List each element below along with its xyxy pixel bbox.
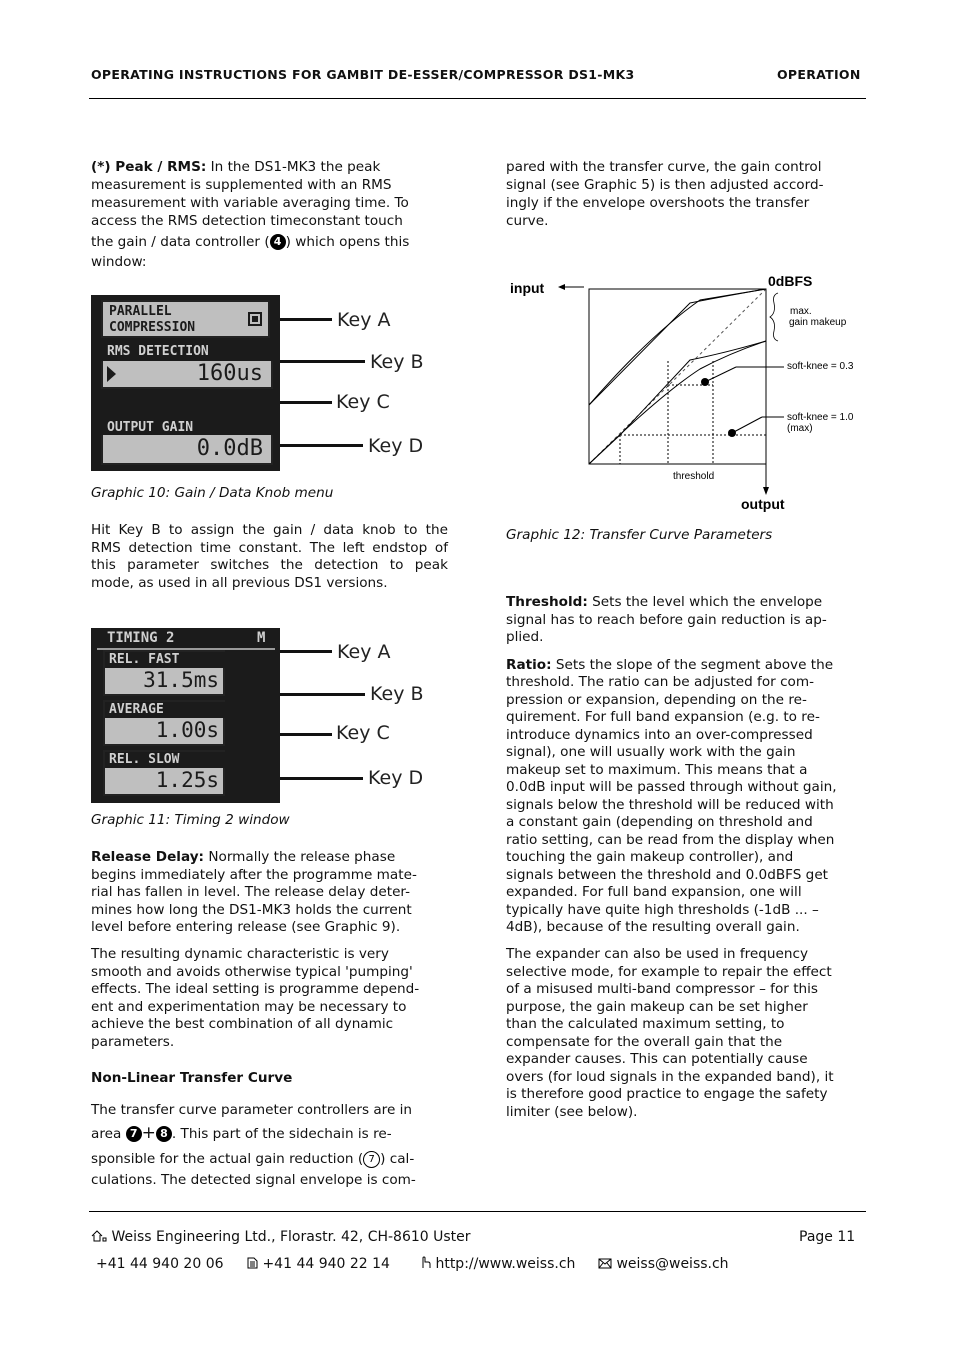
expander-line-3: of a misused multi-band compressor – for this bbox=[506, 981, 818, 997]
gain-makeup-label: gain makeup bbox=[789, 317, 847, 328]
release-line-4: mines how long the DS1-MK3 holds the current bbox=[91, 902, 412, 918]
output-gain-value-box bbox=[101, 435, 273, 465]
key-c-label: Key C bbox=[336, 391, 390, 413]
cont-line-2: signal (see Graphic 5) is then adjusted accord- bbox=[506, 177, 824, 193]
release-line-3: rial has fallen in level. The release delay deter- bbox=[91, 884, 411, 900]
rel-slow-value: 1.25s bbox=[155, 768, 219, 792]
input-label: input bbox=[510, 280, 545, 296]
release-line-2: begins immediately after the programme mate- bbox=[91, 867, 417, 883]
expander-line-4: purpose, the gain makeup can be set higher bbox=[506, 999, 808, 1015]
output-arrow-head-icon bbox=[763, 487, 769, 495]
curve-upper-knee bbox=[589, 289, 766, 405]
output-gain-value: 0.0dB bbox=[196, 436, 263, 461]
release-line-5: level before entering release (see Graphic 9). bbox=[91, 919, 401, 935]
ratio-line-12: touching the gain makeup controller), and bbox=[506, 849, 794, 865]
ratio-line-3: pression or expansion, depending on the re- bbox=[506, 692, 807, 708]
hit-line-3: this parameter switches the detection to peak bbox=[91, 557, 448, 573]
rel-slow-box bbox=[103, 750, 225, 796]
footer-web[interactable]: http://www.weiss.ch bbox=[435, 1256, 576, 1272]
threshold-line-2: signal has to reach before gain reduction is ap- bbox=[506, 612, 827, 628]
transfer-line-4: culations. The detected signal envelope is com- bbox=[91, 1172, 416, 1188]
fax-icon bbox=[247, 1257, 258, 1269]
leader-2 bbox=[732, 417, 762, 433]
footer-email-row[interactable] bbox=[598, 1256, 729, 1272]
expander-line-10: limiter (see below). bbox=[506, 1104, 638, 1120]
timing-title: TIMING 2 bbox=[107, 630, 175, 646]
graphic-11-display bbox=[91, 628, 280, 803]
ratio-line-8: 0.0dB input will be passed through without gain, bbox=[506, 779, 837, 795]
release-line-1: Release Delay: Normally the release phase bbox=[91, 849, 396, 865]
output-gain-label: OUTPUT GAIN bbox=[101, 419, 279, 437]
header-section: OPERATION bbox=[777, 67, 861, 82]
house-icon bbox=[91, 1230, 107, 1242]
expander-line-1: The expander can also be used in frequency bbox=[506, 946, 809, 962]
footer-address: Weiss Engineering Ltd., Florastr. 42, CH-8610 Uster bbox=[111, 1229, 471, 1245]
rms-detection-value-box bbox=[101, 361, 273, 389]
rms-detection-value: 160us bbox=[196, 361, 263, 386]
key-b-line-2 bbox=[280, 693, 365, 696]
result-line-1: The resulting dynamic characteristic is very bbox=[91, 946, 389, 962]
peak-line-6: window: bbox=[91, 254, 147, 270]
envelope-icon bbox=[598, 1258, 612, 1269]
key-c-line bbox=[280, 401, 332, 404]
ratio-line-14: expanded. For full band expansion, one will bbox=[506, 884, 802, 900]
expander-line-9: is therefore good practice to engage the safety bbox=[506, 1086, 828, 1102]
compression-label: COMPRESSION bbox=[109, 320, 196, 335]
ratio-line-11: ratio setting, can be read from the display when bbox=[506, 832, 835, 848]
pointer-hand-icon bbox=[419, 1256, 431, 1269]
odbfs-label: 0dBFS bbox=[768, 273, 813, 289]
result-line-4: ent and experimentation may be necessary to bbox=[91, 999, 407, 1015]
key-a-label: Key A bbox=[337, 309, 391, 331]
key-b-line bbox=[280, 360, 365, 363]
transfer-line-3: sponsible for the actual gain reduction ( 7 ) cal- bbox=[91, 1151, 415, 1167]
hit-line-1: Hit Key B to assign the gain / data knob to the bbox=[91, 522, 448, 538]
ratio-line-13: signals between the threshold and 0.0dBFS get bbox=[506, 867, 829, 883]
key-b-label: Key B bbox=[370, 351, 424, 373]
footer-rule bbox=[89, 1211, 866, 1212]
threshold-line-1: Threshold: Sets the level which the envelope bbox=[506, 594, 823, 610]
rel-slow-label: REL. SLOW bbox=[105, 752, 227, 768]
key-c-label-2: Key C bbox=[336, 722, 390, 744]
average-value: 1.00s bbox=[155, 718, 219, 742]
rms-detection-label: RMS DETECTION bbox=[101, 343, 279, 361]
curve-lower-knee bbox=[589, 341, 766, 464]
peak-line-4: access the RMS detection timeconstant touch bbox=[91, 213, 403, 229]
curve-lower-soft bbox=[589, 341, 766, 464]
transfer-line-2: area 7 + 8 . This part of the sidechain is re- bbox=[91, 1123, 392, 1143]
parallel-compression-box bbox=[101, 300, 270, 338]
result-line-5: achieve the best combination of all dynamic bbox=[91, 1016, 394, 1032]
rel-fast-value: 31.5ms bbox=[143, 668, 219, 692]
hit-line-4: mode, as used in all previous DS1 versions. bbox=[91, 575, 388, 591]
checkbox-icon bbox=[248, 312, 262, 326]
rel-fast-box bbox=[103, 650, 225, 696]
parallel-label: PARALLEL bbox=[109, 304, 172, 319]
footer-fax-row bbox=[247, 1256, 390, 1272]
peak-line-2: measurement is supplemented with an RMS bbox=[91, 177, 392, 193]
key-b-label-2: Key B bbox=[370, 683, 424, 705]
expander-line-8: overs (for loud signals in the expanded band), it bbox=[506, 1069, 834, 1085]
key-d-label-2: Key D bbox=[368, 767, 424, 789]
key-a-line bbox=[280, 318, 332, 321]
soft-knee-1.0-label: soft-knee = 1.0 bbox=[787, 412, 854, 423]
result-line-2: smooth and avoids otherwise typical 'pumping' bbox=[91, 964, 413, 980]
ratio-line-5: introduce dynamics into an over-compressed bbox=[506, 727, 813, 743]
footer-web-row[interactable] bbox=[419, 1256, 575, 1272]
caption-graphic-12: Graphic 12: Transfer Curve Parameters bbox=[506, 527, 773, 543]
output-label: output bbox=[741, 496, 785, 512]
circled-number-7-icon: 7 bbox=[126, 1126, 142, 1142]
expander-line-5: than the calculated maximum setting, to bbox=[506, 1016, 785, 1032]
rel-fast-label: REL. FAST bbox=[105, 652, 227, 668]
ratio-line-1: Ratio: Sets the slope of the segment above the bbox=[506, 657, 834, 673]
timing-mode: M bbox=[257, 630, 266, 646]
footer-fax: +41 44 940 22 14 bbox=[262, 1256, 390, 1272]
header-rule bbox=[89, 98, 866, 99]
key-d-label: Key D bbox=[368, 435, 424, 457]
ratio-line-10: a constant gain (depending on threshold and bbox=[506, 814, 813, 830]
leader-1 bbox=[705, 367, 736, 382]
circled-number-7-outline-icon: 7 bbox=[363, 1151, 380, 1168]
expander-line-2: selective mode, for example to repair the effect bbox=[506, 964, 832, 980]
max-label: max. bbox=[790, 306, 812, 317]
circled-number-4-icon: 4 bbox=[270, 234, 286, 250]
graphic-10-display bbox=[91, 295, 280, 471]
ratio-line-16: 4dB), because of the resulting overall gain. bbox=[506, 919, 800, 935]
circled-number-8-icon: 8 bbox=[156, 1126, 172, 1142]
caption-graphic-11: Graphic 11: Timing 2 window bbox=[91, 812, 290, 828]
threshold-label: threshold bbox=[673, 471, 715, 482]
curve-upper-soft bbox=[589, 289, 766, 405]
average-box bbox=[103, 700, 225, 746]
footer-page: Page 11 bbox=[799, 1229, 856, 1245]
key-a-line-2 bbox=[280, 650, 332, 653]
expander-line-7: expander causes. This can potentially cause bbox=[506, 1051, 808, 1067]
result-line-6: parameters. bbox=[91, 1034, 175, 1050]
ratio-line-6: signal), one will usually work with the gain bbox=[506, 744, 796, 760]
cont-line-3: ingly if the envelope overshoots the transfer bbox=[506, 195, 810, 211]
soft-knee-max-label: (max) bbox=[787, 423, 813, 434]
soft-knee-0.3-label: soft-knee = 0.3 bbox=[787, 361, 854, 372]
key-d-line-2 bbox=[280, 777, 363, 780]
gain-makeup-brace bbox=[770, 293, 778, 341]
graphic-12-transfer-curve bbox=[500, 265, 870, 520]
peak-line-3: measurement with variable averaging time. To bbox=[91, 195, 409, 211]
expander-line-6: compensate for the overall gain that the bbox=[506, 1034, 783, 1050]
peak-line-5: the gain / data controller ( 4 ) which opens this bbox=[91, 234, 410, 250]
header-title: OPERATING INSTRUCTIONS FOR GAMBIT DE-ESSER/COMPRESSOR DS1-MK3 bbox=[91, 67, 635, 82]
key-d-line bbox=[280, 444, 363, 447]
footer-phone: +41 44 940 20 06 bbox=[96, 1256, 224, 1272]
ratio-line-2: threshold. The ratio can be adjusted for com- bbox=[506, 674, 815, 690]
ratio-line-15: typically have quite high thresholds (-1dB ... – bbox=[506, 902, 819, 918]
ratio-line-7: makeup set to maximum. This means that a bbox=[506, 762, 808, 778]
footer-address-row bbox=[91, 1229, 471, 1245]
pointer-icon bbox=[107, 366, 116, 382]
input-arrow-head-icon bbox=[558, 284, 565, 290]
key-c-line-2 bbox=[280, 733, 332, 736]
cont-line-4: curve. bbox=[506, 213, 549, 229]
ratio-line-4: quirement. For full band expansion (e.g. to re- bbox=[506, 709, 820, 725]
key-a-label-2: Key A bbox=[337, 641, 391, 663]
footer-email[interactable]: weiss@weiss.ch bbox=[616, 1256, 729, 1272]
peak-line-1: (*) Peak / RMS: In the DS1-MK3 the peak bbox=[91, 159, 381, 175]
transfer-line-1: The transfer curve parameter controllers are in bbox=[91, 1102, 413, 1118]
caption-graphic-10: Graphic 10: Gain / Data Knob menu bbox=[91, 485, 334, 501]
hit-line-2: RMS detection time constant. The left endstop of bbox=[91, 540, 448, 556]
result-line-3: effects. The ideal setting is programme depend- bbox=[91, 981, 420, 997]
average-label: AVERAGE bbox=[105, 702, 227, 718]
threshold-line-3: plied. bbox=[506, 629, 544, 645]
ratio-line-9: signals below the threshold will be reduced with bbox=[506, 797, 834, 813]
nonlinear-heading: Non-Linear Transfer Curve bbox=[91, 1070, 293, 1086]
cont-line-1: pared with the transfer curve, the gain control bbox=[506, 159, 822, 175]
